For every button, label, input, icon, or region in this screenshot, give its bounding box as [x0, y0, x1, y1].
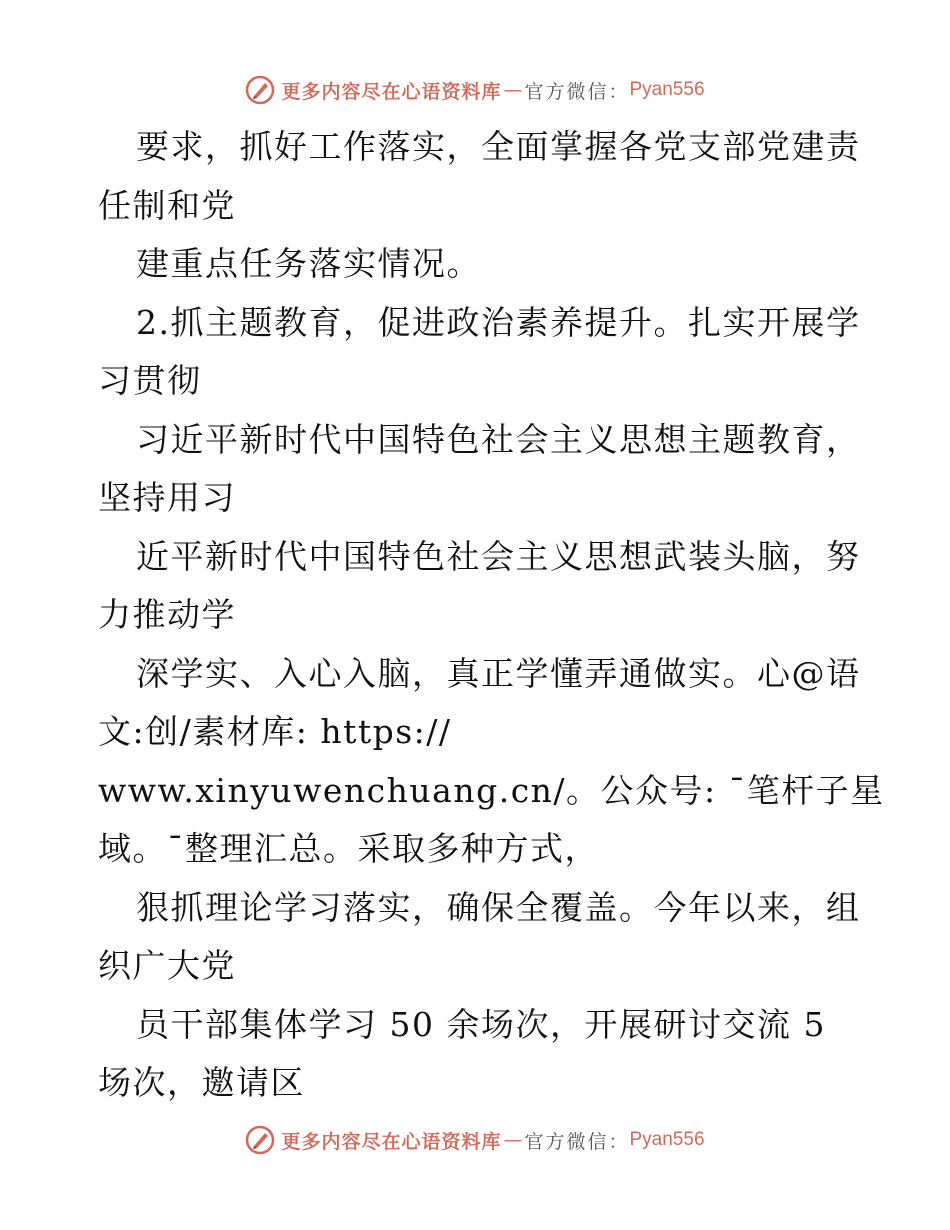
- header-banner: [0, 70, 950, 110]
- quill-pen-logo-icon: [245, 1125, 275, 1155]
- body-line: 深学实、入心入脑，真正学懂弄通做实。心@语: [136, 653, 861, 693]
- body-line: 员干部集体学习 50 余场次，开展研讨交流 5: [136, 1004, 826, 1044]
- body-line: 力推动学: [98, 595, 236, 634]
- body-line: 近平新时代中国特色社会主义思想武装头脑，努: [136, 536, 861, 576]
- footer-wechat-label: 官方微信：: [524, 1130, 630, 1153]
- body-line: 任制和党: [98, 185, 236, 225]
- header-wechat-label: 官方微信：: [524, 80, 630, 103]
- body-line: 狠抓理论学习落实，确保全覆盖。今年以来，组: [136, 887, 861, 927]
- header-dash: —: [503, 79, 523, 101]
- footer-wechat-id: Pyan556: [629, 1129, 705, 1150]
- body-line: 习近平新时代中国特色社会主义思想主题教育，: [136, 419, 861, 459]
- body-line: www.xinyuwenchuang.cn/。公众号: ¯笔杆子星: [98, 770, 885, 810]
- footer-dash: —: [503, 1129, 523, 1151]
- header-wechat-id: Pyan556: [629, 79, 705, 100]
- body-line: 习贯彻: [98, 361, 202, 400]
- quill-pen-logo-icon: [245, 75, 275, 105]
- body-line: 2.抓主题教育，促进政治素养提升。扎实开展学: [136, 302, 861, 342]
- body-line: 建重点任务落实情况。: [136, 244, 481, 283]
- footer-banner: [0, 1120, 950, 1160]
- body-line: 织广大党: [98, 946, 236, 985]
- body-line: 域。¯整理汇总。采取多种方式，: [98, 829, 599, 868]
- body-line: 坚持用习: [98, 478, 236, 517]
- document-body: [98, 118, 885, 1113]
- body-line: 场次，邀请区: [98, 1063, 305, 1102]
- footer-brand-text: 更多内容尽在心语资料库: [281, 1130, 502, 1153]
- body-line: 要求，抓好工作落实，全面掌握各党支部党建责: [136, 127, 861, 166]
- body-line: 文:创/素材库: https://: [98, 712, 452, 751]
- header-brand-text: 更多内容尽在心语资料库: [281, 80, 502, 103]
